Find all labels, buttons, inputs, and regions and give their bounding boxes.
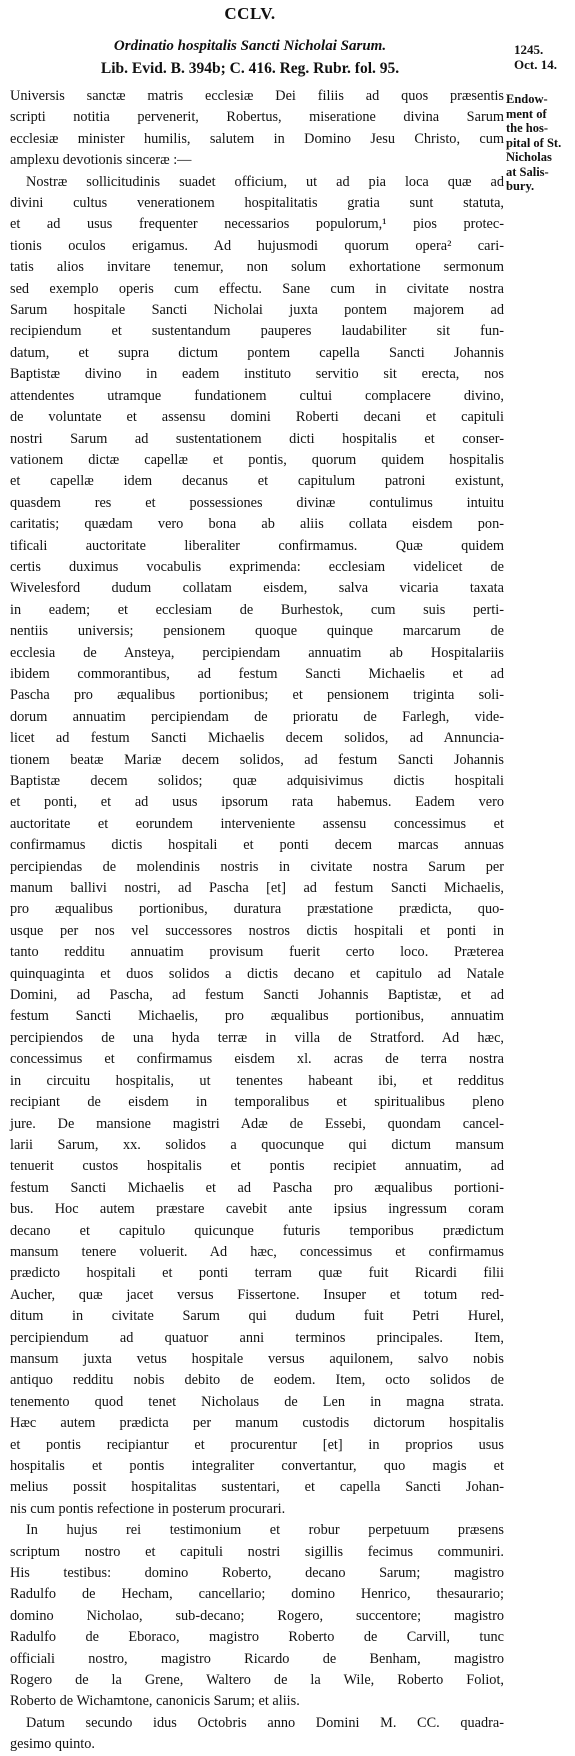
text-line: In hujus rei testimonium et robur perpetuum præsens [26, 1522, 504, 1539]
text-line: ditum in civitate Sarum qui dudum fuit Petri Hurel, [10, 1308, 504, 1325]
text-line: tenemento quod tenet Nicholaus de Len in magna strata. [10, 1393, 504, 1410]
text-line: nostri Sarum ad sustentationem dicti hospitalis et conser- [10, 430, 504, 447]
text-line: Hæc autem prædicta per manum custodis dictorum hospitalis [10, 1415, 504, 1432]
text-line: larii Sarum, xx. solidos a quocunque qui dictum mansum [10, 1136, 504, 1153]
text-line: Universis sanctæ matris ecclesiæ Dei filiis ad quos præsentis [10, 88, 504, 104]
margin-year: 1245. [514, 42, 544, 57]
text-line: Radulfo de Eboraco, magistro Roberto de Carvill, tunc [10, 1629, 504, 1646]
text-line: confirmamus dictis hospitali et ponti decem marcas annuas [10, 837, 504, 854]
text-line: bus. Hoc autem præstare cavebit ante ipsius ingressum coram [10, 1201, 504, 1218]
text-line: Datum secundo idus Octobris anno Domini M. CC. quadra- [26, 1714, 504, 1731]
text-line: Roberto de Wichamtone, canonicis Sarum; et aliis. [10, 1693, 300, 1710]
text-line: Aucher, quæ jacet versus Fissertone. Insuper et totum red- [10, 1286, 504, 1303]
text-line: in eadem; et ecclesiam de Burhestok, cum suis perti- [10, 601, 504, 618]
text-line: ecclesiæ minister humilis, salutem in Domino Jesu Christo, cum [10, 130, 504, 147]
paragraph [10, 86, 504, 172]
text-line: pro æqualibus portionibus, duratura præstatione prædicta, quo- [10, 901, 504, 918]
text-line: Wivelesford dudum collatam eisdem, salva vicaria taxata [10, 580, 504, 597]
text-line: Radulfo de Hecham, cancellario; domino Henrico, thesaurario; [10, 1586, 504, 1603]
text-line: Sarum hospitale Sancti Nicholai juxta pontem majorem ad [10, 302, 504, 319]
text-line: tanto redditu annuatim provisum fuerit certo loco. Præterea [10, 944, 504, 961]
text-line: decano et capitulo quicunque futuris temporibus prædictum [10, 1222, 504, 1239]
text-line: attendentes utramque fundationem cultui complacere divino, [10, 387, 504, 404]
source-reference: Lib. Evid. B. 394b; C. 416. Reg. Rubr. fol. 95. [100, 60, 400, 77]
text-line: vationem dictæ capellæ et pontis, quorum quidem hospitalis [10, 451, 504, 468]
text-line: ibidem commorantibus, ad festum Sancti Michaelis et ad [10, 665, 504, 682]
text-line: Rogero de la Grene, Waltero de la Wile, Roberto Foliot, [10, 1672, 504, 1689]
margin-day: Oct. 14. [514, 57, 557, 72]
text-line: tenuerit custos hospitalis et pontis recipiet annuatim, ad [10, 1158, 504, 1175]
text-line: gesimo quinto. [10, 1736, 95, 1753]
margin-note-line: at Salis- [506, 164, 549, 179]
text-line: amplexu devotionis sinceræ :— [10, 152, 192, 169]
text-line: Baptistæ divino in eadem instituto servitio sit erecta, nos [10, 366, 504, 383]
text-line: Baptistæ decem solidos; quæ adquisivimus dictis hospitali [10, 773, 504, 789]
text-line: scripti notitia pervenerit, Robertus, miseratione divina Sarum [10, 109, 504, 126]
text-line: nis cum pontis refectione in posterum procurari. [10, 1500, 286, 1517]
text-line: certis duximus vocabulis exprimenda: ecclesiam videlicet de [10, 558, 504, 575]
text-line: licet ad festum Sancti Michaelis decem solidos, ad Annuncia- [10, 730, 504, 747]
text-line: tatis alios invitare tenemur, non solum exhortatione sermonum [10, 259, 504, 276]
text-line: prædicto hospitali et ponti terram quæ fuit Ricardi filii [10, 1265, 504, 1282]
margin-note-line: ment of [506, 106, 547, 121]
paragraph [10, 1713, 504, 1756]
text-line: Pascha pro æqualibus portionibus; et pensionem triginta soli- [10, 687, 504, 704]
margin-note-line: bury. [506, 179, 535, 193]
text-line: nentiis universis; pensionem quoque quinque marcarum de [10, 623, 504, 640]
text-line: auctoritate et eorundem interveniente assensu concessimus et [10, 815, 504, 832]
text-line: et capellæ idem decanus et capitulum patroni existunt, [10, 473, 504, 490]
margin-date [514, 42, 574, 72]
text-line: tionis oculos erigamus. Ad hujusmodi quorum opera² cari- [10, 237, 504, 254]
text-line: recipiant de eisdem in temporalibus et spiritualibus pleno [10, 1094, 504, 1111]
text-line: ecclesia de Ansteya, percipiendam annuatim ab Hospitalariis [10, 644, 504, 661]
text-line: festum Sancti Michaelis et ad Pascha pro æqualibus portioni- [10, 1179, 504, 1196]
text-line: officiali nostro, magistro Ricardo de Benham, magistro [10, 1650, 504, 1667]
text-line: et ponti, et ad usus ipsorum rata habemus. Eadem vero [10, 794, 504, 811]
text-line: Nostræ sollicitudinis suadet officium, ut ad pia loca quæ ad [26, 173, 504, 190]
margin-note-line: pital of St. [506, 135, 562, 150]
text-line: mansum juxta vetus hospitale versus aquilonem, salvo nobis [10, 1350, 504, 1367]
text-line: Domini, ad Pascha, ad festum Sancti Johannis Baptistæ, et ad [10, 987, 504, 1004]
charter-number: CCLV. [224, 4, 276, 23]
margin-note-line: Endow- [506, 92, 548, 106]
text-line: antiquo redditu nobis debito de eodem. Item, octo solidos de [10, 1372, 504, 1389]
margin-note [506, 92, 574, 194]
text-line: quinquaginta et duos solidos a dictis decano et capitulo ad Natale [10, 965, 504, 982]
text-line: melius possit hospitalitas sustentari, et capella Sancti Johan- [10, 1479, 504, 1496]
text-line: manum ballivi nostri, ad Pascha [et] ad festum Sancti Michaelis, [10, 880, 504, 897]
text-line: de voluntate et assensu domini Roberti decani et capituli [10, 409, 504, 426]
text-line: tificali auctoritate liberaliter confirmamus. Quæ quidem [10, 537, 504, 554]
text-line: concessimus et confirmamus eisdem xl. acras de terra nostra [10, 1051, 504, 1068]
text-line: mansum tenere voluerit. Ad hæc, concessimus et confirmamus [10, 1243, 504, 1260]
text-line: et pontis recipiantur et procurentur [et] in proprios usus [10, 1436, 504, 1453]
text-line: divini cultus venerationem hospitalitatis gratia sunt statuta, [10, 195, 504, 212]
text-line: dorum annuatim percipiendam de prioratu de Farlegh, vide- [10, 708, 504, 725]
text-line: jure. De mansione magistri Adæ de Essebi, quondam cancel- [10, 1115, 504, 1132]
text-line: in circuitu hospitalis, ut tenentes habeant ibi, et redditus [10, 1072, 504, 1089]
text-line: recipiendum et sustentandum pauperes laudabiliter sit fun- [10, 323, 504, 340]
text-line: caritatis; quædam vero bona ab aliis collata eisdem pon- [10, 516, 504, 533]
text-line: usque per nos vel successores nostros dictis hospitali et ponti in [10, 922, 504, 939]
text-line: sed exemplo operis cum effectu. Sane cum in civitate nostra [10, 280, 504, 297]
text-line: domino Nicholao, sub-decano; Rogero, succentore; magistro [10, 1607, 504, 1624]
text-line: hospitalis et pontis integraliter convertantur, quo magis et [10, 1458, 504, 1474]
paragraph [10, 172, 504, 1521]
text-line: datum, et supra dictum pontem capella Sancti Johannis [10, 344, 504, 361]
text-line: His testibus: domino Roberto, decano Sarum; magistro [10, 1565, 504, 1582]
text-line: percipiendum ad quatuor anni terminos principales. Item, [10, 1329, 504, 1346]
text-line: tionem beatæ Mariæ decem solidos, ad festum Sancti Johannis [10, 751, 504, 768]
text-line: percipiendos de una hyda terræ in villa de Stratford. Ad hæc, [10, 1029, 504, 1046]
charter-body [10, 86, 504, 1756]
text-line: scriptum nostro et capituli nostri sigillis fecimus communiri. [10, 1543, 504, 1560]
text-line: quasdem res et possessiones divinæ contulimus intuitu [10, 494, 504, 511]
margin-note-line: the hos- [506, 121, 549, 135]
text-line: et ad usus frequenter necessarios populorum,¹ pios protec- [10, 216, 504, 233]
margin-note-line: Nicholas [506, 150, 552, 164]
paragraph [10, 1520, 504, 1713]
charter-title: Ordinatio hospitalis Sancti Nicholai Sarum. [113, 38, 387, 54]
text-line: festum Sancti Michaelis, pro æqualibus portionibus, annuatim [10, 1008, 504, 1025]
text-line: percipiendas de molendinis nostris in civitate nostra Sarum per [10, 858, 504, 875]
